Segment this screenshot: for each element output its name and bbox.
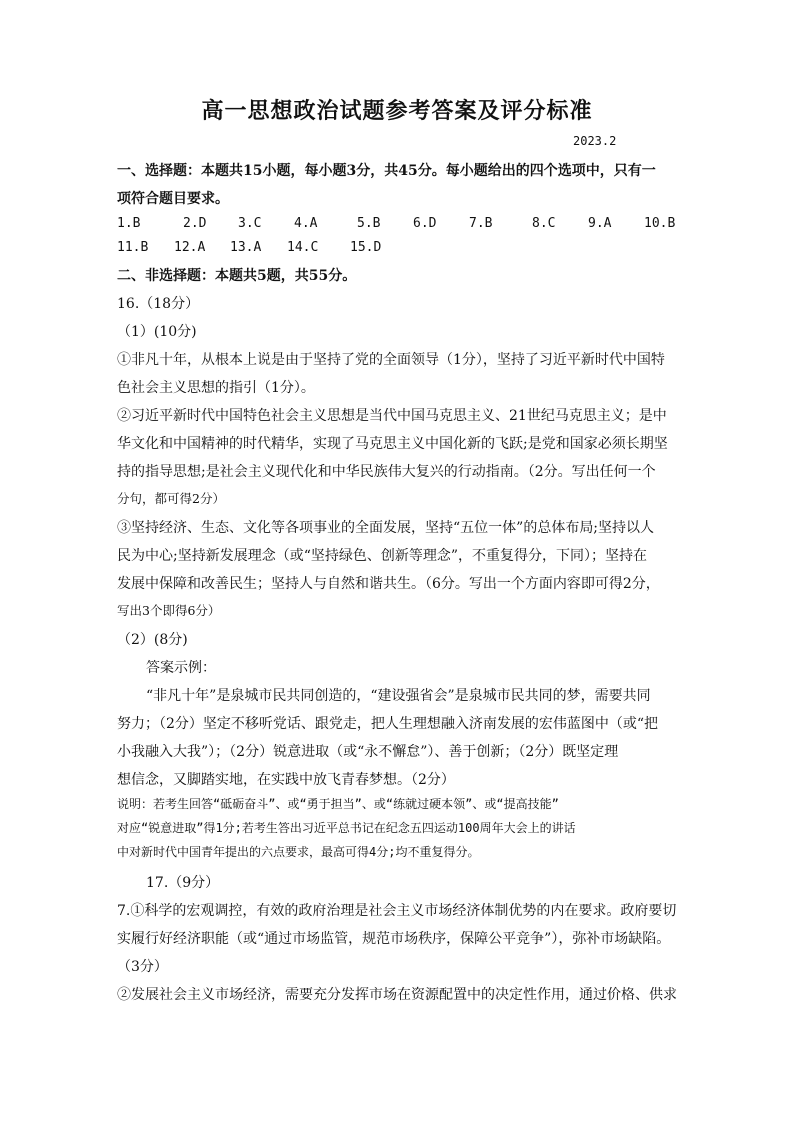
page-title: 高一思想政治试题参考答案及评分标准 (201, 98, 593, 124)
q17-label: 17.（9分） (146, 875, 220, 891)
q16-point2-line: 华文化和中国精神的时代精华，实现了马克思主义中国化新的飞跃;是党和国家必须长期坚 (117, 436, 668, 452)
q16-note-line: 说明：若考生回答“砥砺奋斗”、或“勇于担当”、或“练就过硬本领”、或“提高技能” (117, 797, 559, 811)
answer-item: 10.B (644, 216, 676, 231)
q16-part2-label: （2）(8分) (117, 632, 188, 648)
answer-item: 13.A (230, 240, 262, 255)
answer-item: 7.B (469, 216, 493, 231)
q17-point2-line: ②发展社会主义市场经济，需要充分发挥市场在资源配置中的决定性作用，通过价格、供求 (117, 987, 677, 1003)
answer-item: 14.C (287, 240, 319, 255)
answer-item: 4.A (294, 216, 318, 231)
q16-example-line: 想信念，又脚踏实地，在实践中放飞青春梦想。（2分） (117, 772, 455, 788)
q17-point1-line: 实履行好经济职能（或“通过市场监管，规范市场秩序，保障公平竞争”），弥补市场缺陷。 (117, 931, 671, 947)
q16-point2-line: 持的指导思想;是社会主义现代化和中华民族伟大复兴的行动指南。（2分。写出任何一个 (117, 464, 656, 480)
q16-point1-line: 色社会主义思想的指引（1分）。 (117, 380, 315, 396)
q16-note-line: 对应“锐意进取”得1分;若考生答出习近平总书记在纪念五四运动100周年大会上的讲话 (117, 821, 576, 835)
answer-item: 15.D (350, 240, 382, 255)
q16-example-line: 小我融入大我”）；（2分）锐意进取（或“永不懈怠”）、善于创新；（2分）既坚定理 (117, 744, 619, 760)
q16-point3-line: 写出3个即得6分） (117, 603, 221, 618)
q16-point2-line: ②习近平新时代中国特色社会主义思想是当代中国马克思主义、21世纪马克思主义；是中 (117, 408, 667, 424)
q17-point1-line: （3分） (117, 959, 168, 975)
answer-item: 5.B (357, 216, 381, 231)
section1-heading-cont: 项符合题目要求。 (117, 191, 229, 207)
q16-label: 16.（18分） (117, 296, 200, 312)
answer-item: 12.A (174, 240, 206, 255)
document-date: 2023.2 (573, 134, 617, 148)
q16-note-line: 中对新时代中国青年提出的六点要求，最高可得4分;均不重复得分。 (117, 845, 480, 859)
q16-point2-line: 分句，都可得2分） (117, 491, 225, 506)
q17-point1-line: 7.①科学的宏观调控，有效的政府治理是社会主义市场经济体制优势的内在要求。政府要切 (117, 903, 677, 919)
answer-item: 11.B (117, 240, 149, 255)
q16-point3-line: 发展中保障和改善民生；坚持人与自然和谐共生。（6分。写出一个方面内容即可得2分， (117, 576, 660, 592)
section2-heading: 二、非选择题：本题共5题，共55分。 (117, 268, 357, 284)
answer-item: 8.C (532, 216, 556, 231)
q16-example-line: 努力；（2分）坚定不移听党话、跟党走，把人生理想融入济南发展的宏伟蓝图中（或“把 (117, 716, 659, 732)
answer-item: 9.A (588, 216, 612, 231)
q16-point3-line: 民为中心;坚持新发展理念（或“坚持绿色、创新等理念”，不重复得分，下同）；坚持在 (117, 548, 648, 564)
answer-item: 1.B (117, 216, 141, 231)
answer-item: 6.D (413, 216, 437, 231)
answer-item: 3.C (238, 216, 262, 231)
answer-item: 2.D (183, 216, 207, 231)
q16-example-label: 答案示例： (146, 660, 216, 676)
q16-point3-line: ③坚持经济、生态、文化等各项事业的全面发展，坚持“五位一体”的总体布局;坚持以人 (117, 520, 655, 536)
q16-example-line: “非凡十年”是泉城市民共同创造的，“建设强省会”是泉城市民共同的梦，需要共同 (146, 688, 651, 704)
q16-part1-label: （1）(10分) (117, 324, 197, 340)
q16-point1-line: ①非凡十年，从根本上说是由于坚持了党的全面领导（1分），坚持了习近平新时代中国特 (117, 352, 665, 368)
section1-heading: 一、选择题：本题共15小题，每小题3分，共45分。每小题给出的四个选项中，只有一 (117, 163, 656, 179)
